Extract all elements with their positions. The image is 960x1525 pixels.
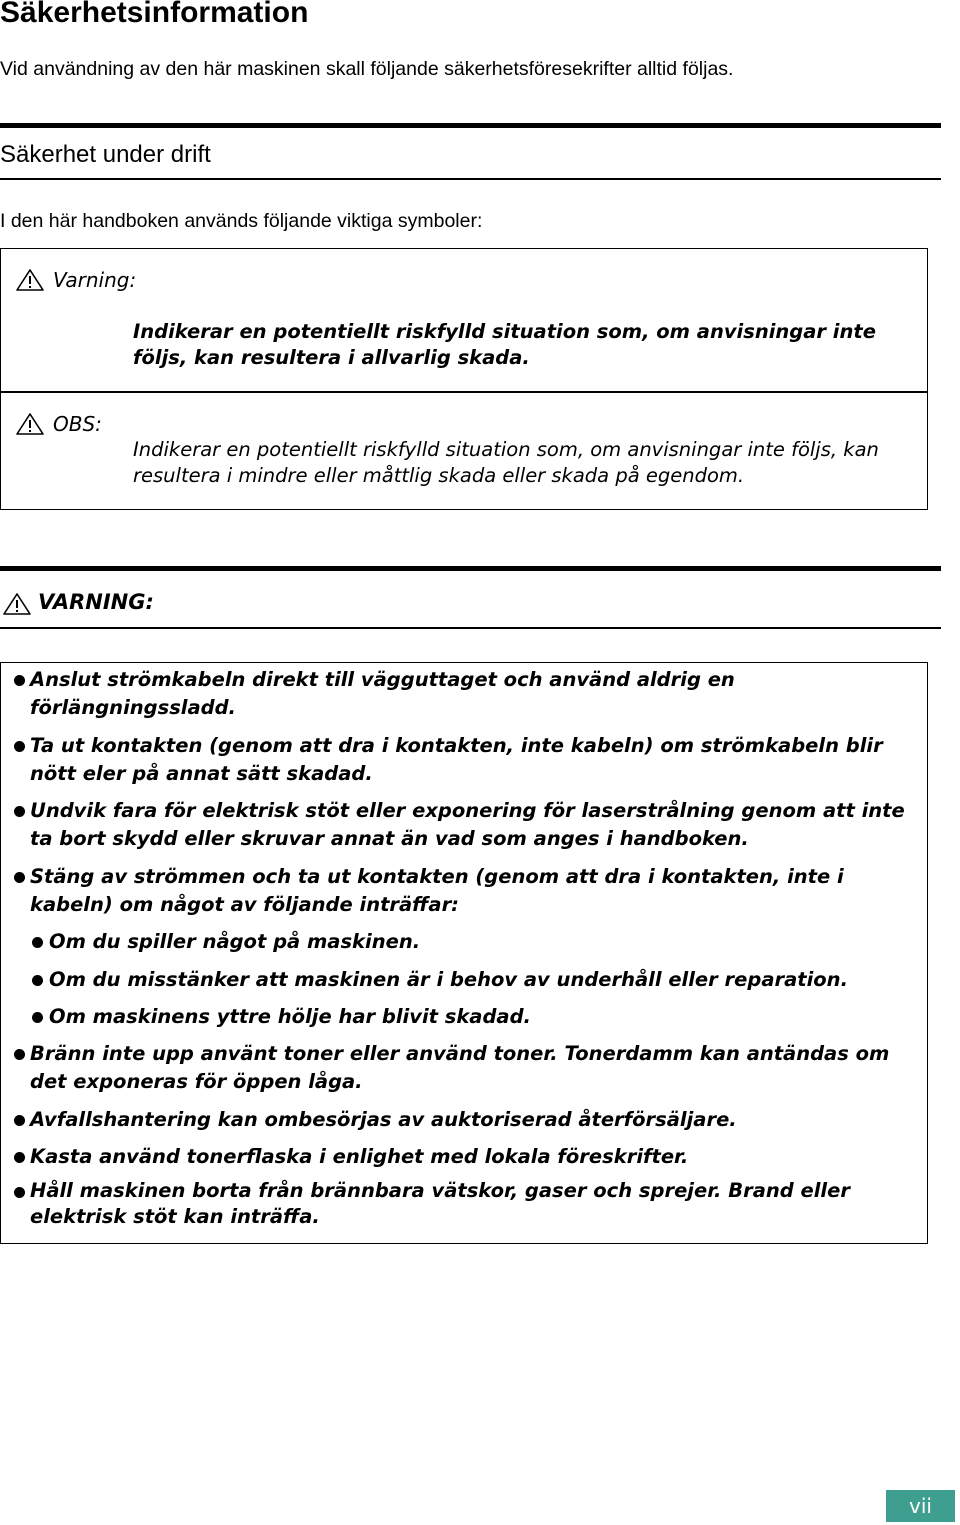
list-item: Ta ut kontakten (genom att dra i kontakten, inte kabeln) om strömkabeln blir nött eler på annat sätt skadad. <box>30 734 883 785</box>
intro-text: Vid användning av den här maskinen skall följande säkerhetsföresekrifter alltid följas. <box>0 58 734 80</box>
bullet-icon <box>14 741 25 752</box>
list-item: Om maskinens yttre hölje har blivit skadad. <box>49 1005 531 1028</box>
bullet-icon <box>32 937 43 948</box>
section-divider-thin <box>0 178 941 180</box>
page-title: Säkerhetsinformation <box>0 0 309 29</box>
bullet-icon <box>14 1152 25 1163</box>
varning-divider-thin <box>0 627 941 629</box>
varning-title: VARNING: <box>38 590 154 614</box>
list-item: Avfallshantering kan ombesörjas av auktoriserad återförsäljare. <box>30 1108 737 1131</box>
warning-description: Indikerar en potentiellt riskfylld situation som, om anvisningar inte följs, kan resultera i allvarlig skada. <box>133 320 876 369</box>
caution-triangle-icon <box>15 412 45 436</box>
list-item: Anslut strömkabeln direkt till vägguttaget och använd aldrig en förlängningssladd. <box>30 668 735 719</box>
caution-description: Indikerar en potentiellt riskfylld situation som, om anvisningar inte följs, kan resultera i mindre eller måttlig skada eller skada på egendom. <box>133 438 879 487</box>
list-item: Stäng av strömmen och ta ut kontakten (genom att dra i kontakten, inte i kabeln) om något av följande inträffar: <box>30 865 844 916</box>
caution-label: OBS: <box>53 412 102 436</box>
list-item: Kasta använd tonerflaska i enlighet med lokala föreskrifter. <box>30 1145 689 1168</box>
bullet-icon <box>32 975 43 986</box>
list-item: Om du misstänker att maskinen är i behov av underhåll eller reparation. <box>49 968 848 991</box>
list-item: Bränn inte upp använt toner eller använd toner. Tonerdamm kan antändas om det exponeras för öppen låga. <box>30 1042 890 1093</box>
bullet-icon <box>14 1049 25 1060</box>
section-divider-thick <box>0 123 941 128</box>
bullet-icon <box>14 872 25 883</box>
list-item: Undvik fara för elektrisk stöt eller exponering för laserstrålning genom att inte ta bort skydd eller skruvar annat än vad som anges i handboken. <box>30 799 905 850</box>
symbols-box-divider <box>0 391 928 393</box>
bullet-icon <box>14 1115 25 1126</box>
page-number: vii <box>886 1490 955 1522</box>
varning-divider-thick <box>0 566 941 571</box>
varning-triangle-icon <box>2 592 32 616</box>
bullet-icon <box>14 675 25 686</box>
symbols-intro-text: I den här handboken används följande viktiga symboler: <box>0 210 483 232</box>
warning-triangle-icon <box>15 268 45 292</box>
bullet-icon <box>14 806 25 817</box>
list-item: Håll maskinen borta från brännbara vätskor, gaser och sprejer. Brand eller elektrisk stöt kan inträffa. <box>30 1179 850 1228</box>
warning-label: Varning: <box>53 268 137 292</box>
bullet-icon <box>32 1012 43 1023</box>
bullet-icon <box>14 1187 25 1198</box>
section-title: Säkerhet under drift <box>0 141 211 168</box>
list-item: Om du spiller något på maskinen. <box>49 930 421 953</box>
